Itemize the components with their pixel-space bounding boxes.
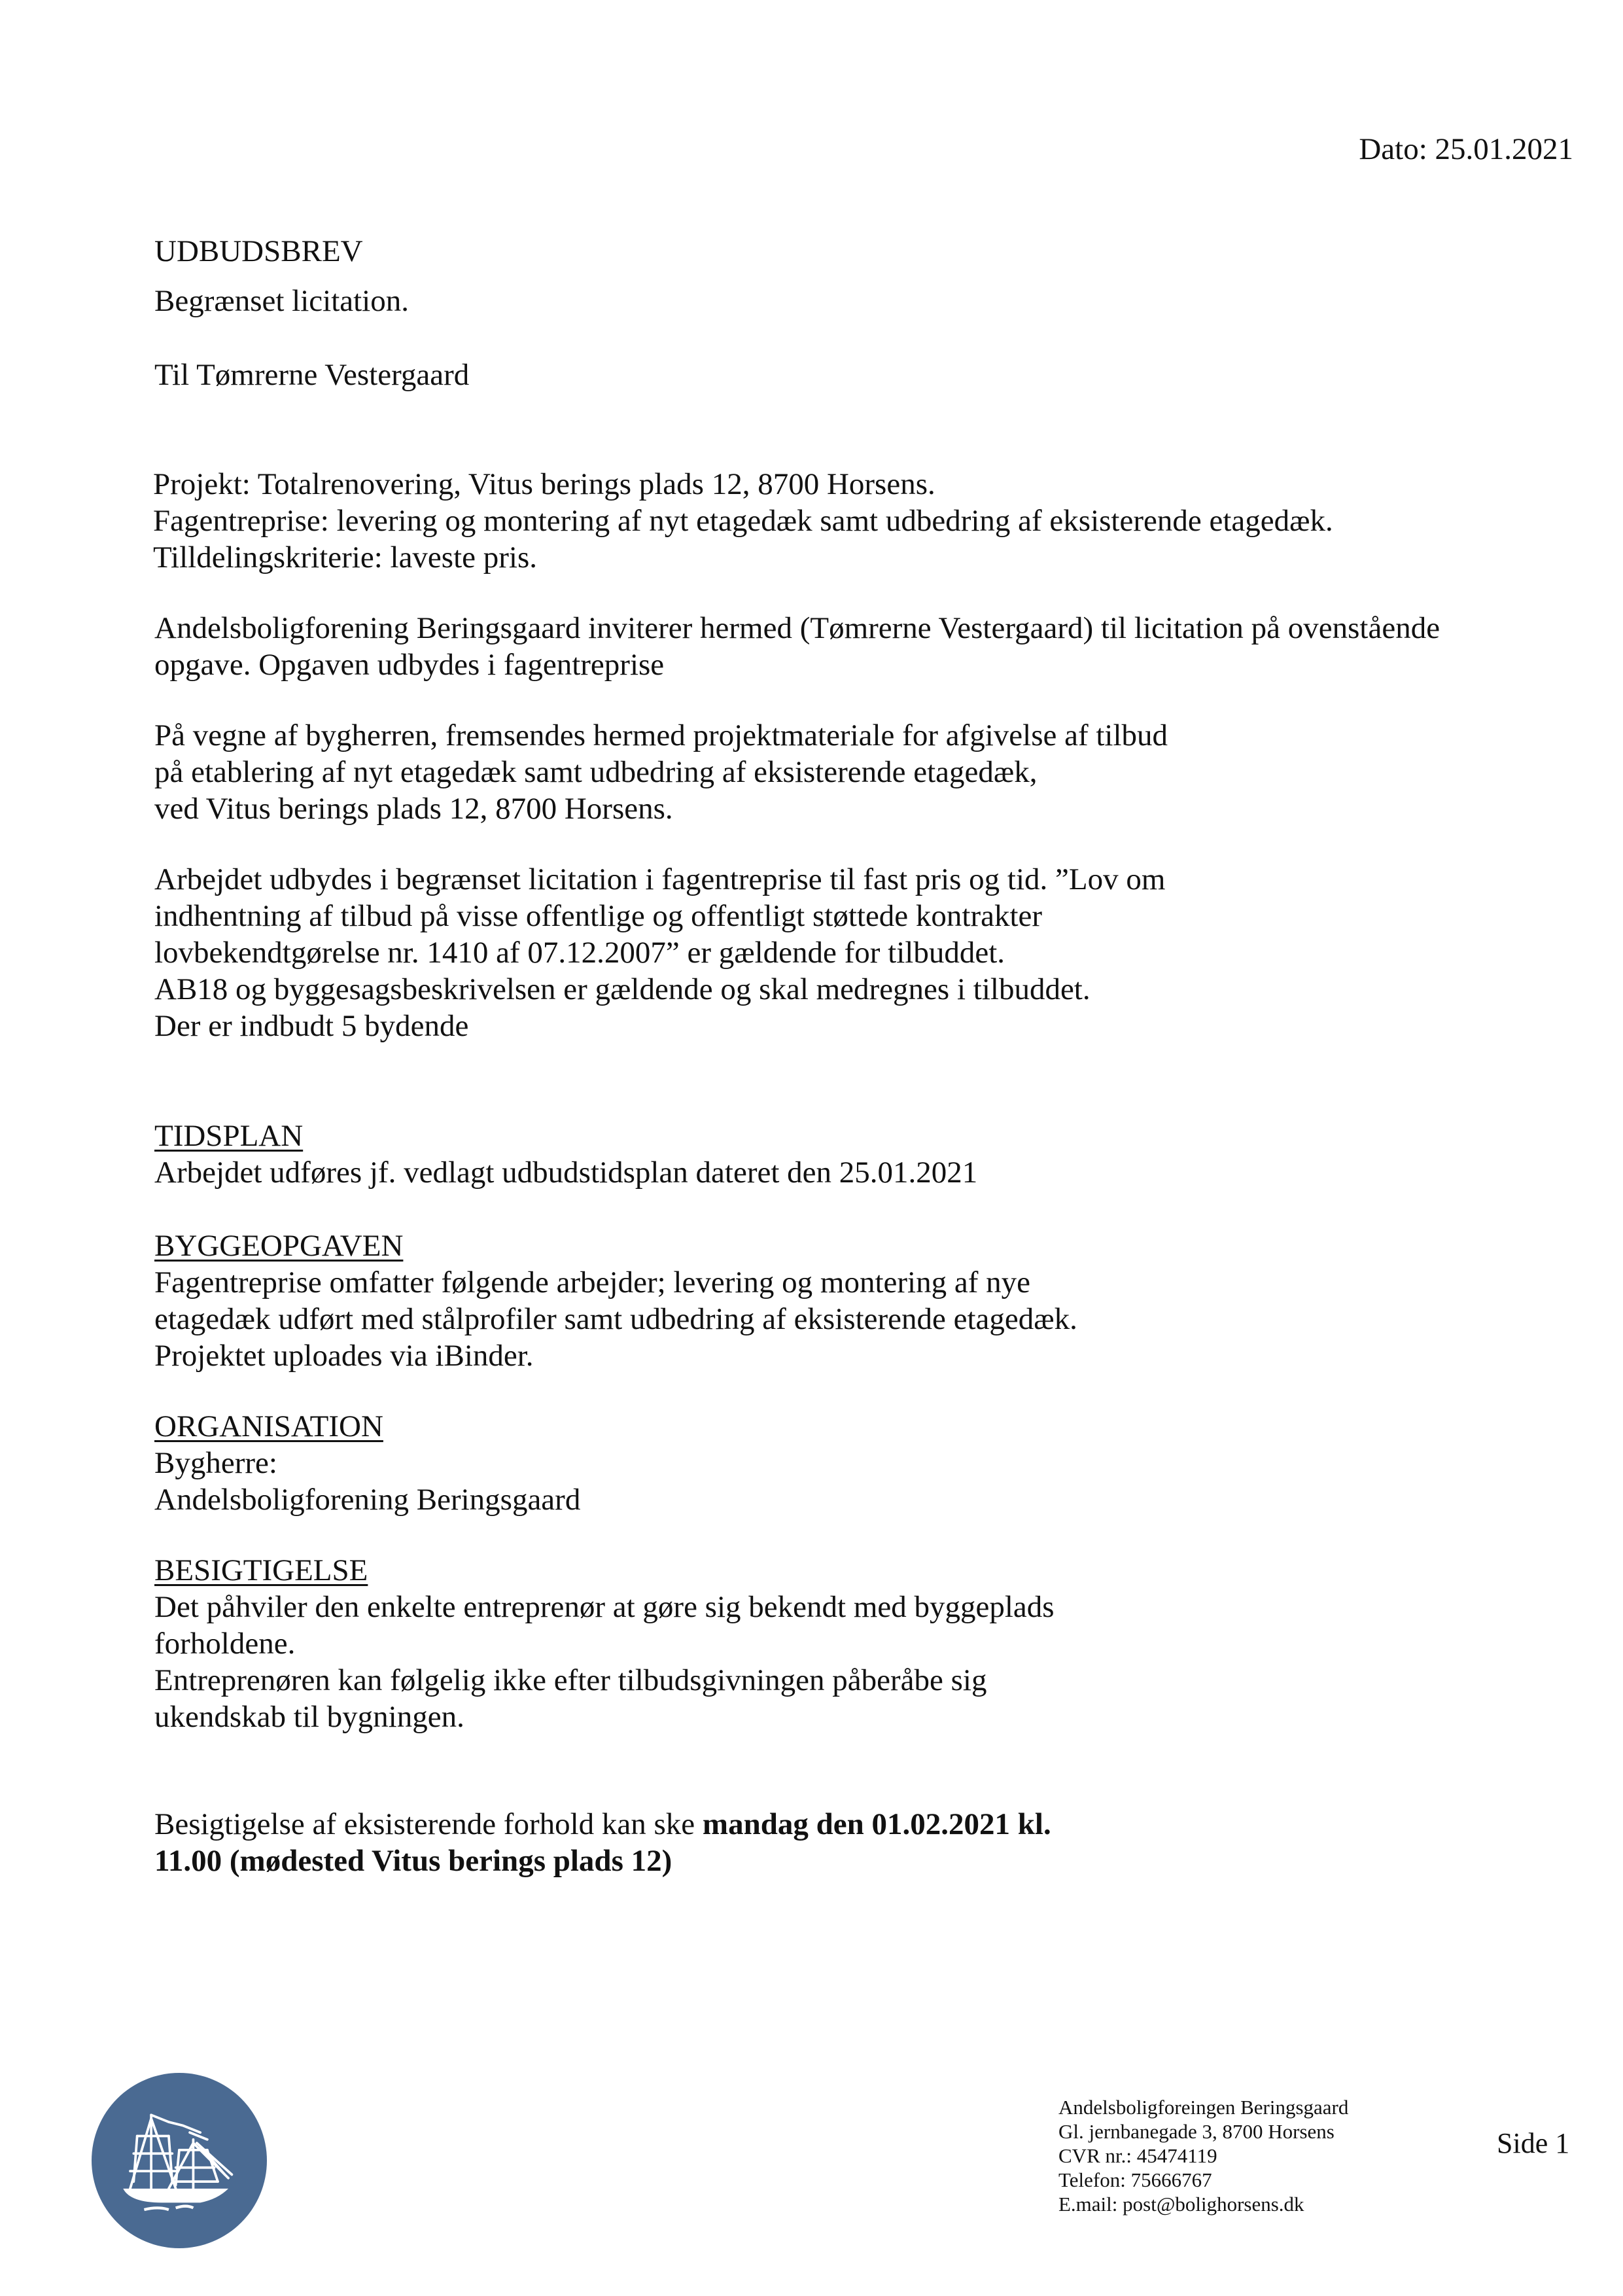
visit-line — [154, 1806, 1051, 1843]
ship-icon — [92, 2073, 267, 2248]
section-heading-organisation: ORGANISATION — [154, 1409, 383, 1443]
section-heading-besigtigelse: BESIGTIGELSE — [154, 1553, 368, 1587]
visit-time-place: 11.00 (mødested Vitus berings plads 12) — [154, 1844, 672, 1878]
material-line: på etablering af nyt etagedæk samt udbedring af eksisterende etagedæk, — [154, 755, 1038, 789]
footer-phone: Telefon: 75666767 — [1058, 2168, 1212, 2191]
organisation-line: Bygherre: — [154, 1446, 277, 1480]
material-line: På vegne af bygherren, fremsendes hermed projektmateriale for afgivelse af tilbud — [154, 718, 1168, 752]
terms-line: Arbejdet udbydes i begrænset licitation i fagentreprise til fast pris og tid. ”Lov om — [154, 862, 1166, 896]
material-line: ved Vitus berings plads 12, 8700 Horsens. — [154, 792, 673, 826]
visit-date: mandag den 01.02.2021 kl. — [702, 1807, 1051, 1841]
byggeopgaven-line: Fagentreprise omfatter følgende arbejder; levering og montering af nye — [154, 1265, 1030, 1299]
terms-line: lovbekendtgørelse nr. 1410 af 07.12.2007” er gældende for tilbuddet. — [154, 936, 1005, 970]
footer-org-name: Andelsboligforeingen Beringsgaard — [1058, 2096, 1349, 2119]
ship-logo-icon — [92, 2073, 267, 2248]
organisation-line: Andelsboligforening Beringsgaard — [154, 1483, 581, 1517]
invitation-line: Andelsboligforening Beringsgaard inviterer hermed (Tømrerne Vestergaard) til licitation på ovenstående — [154, 611, 1440, 645]
section-heading-tidsplan: TIDSPLAN — [154, 1119, 304, 1153]
footer-email: E.mail: post@bolighorsens.dk — [1058, 2193, 1304, 2216]
letter-date: Dato: 25.01.2021 — [1359, 132, 1573, 166]
section-heading-byggeopgaven: BYGGEOPGAVEN — [154, 1229, 404, 1263]
project-line: Fagentreprise: levering og montering af nyt etagedæk samt udbedring af eksisterende etagedæk. — [153, 504, 1333, 538]
footer-address — [1058, 2095, 1348, 2216]
besigtigelse-line: Det påhviler den enkelte entreprenør at gøre sig bekendt med byggeplads — [154, 1590, 1055, 1624]
tidsplan-line: Arbejdet udføres jf. vedlagt udbudstidsplan dateret den 25.01.2021 — [154, 1156, 978, 1190]
project-line: Tilldelingskriterie: laveste pris. — [153, 540, 537, 574]
invitation-line: opgave. Opgaven udbydes i fagentreprise — [154, 648, 665, 682]
terms-line: Der er indbudt 5 bydende — [154, 1009, 469, 1043]
besigtigelse-line: ukendskab til bygningen. — [154, 1700, 464, 1734]
terms-line: AB18 og byggesagsbeskrivelsen er gældende og skal medregnes i tilbuddet. — [154, 972, 1091, 1006]
byggeopgaven-line: etagedæk udført med stålprofiler samt udbedring af eksisterende etagedæk. — [154, 1302, 1077, 1336]
terms-line: indhentning af tilbud på visse offentlige og offentligt støttede kontrakter — [154, 899, 1043, 933]
footer-cvr: CVR nr.: 45474119 — [1058, 2144, 1217, 2167]
visit-text: Besigtigelse af eksisterende forhold kan ske — [154, 1807, 703, 1841]
page-number: Side 1 — [1497, 2127, 1570, 2159]
recipient: Til Tømrerne Vestergaard — [154, 358, 470, 392]
letter-subtitle: Begrænset licitation. — [154, 284, 409, 318]
byggeopgaven-line: Projektet uploades via iBinder. — [154, 1339, 534, 1373]
letter-title: UDBUDSBREV — [154, 234, 363, 268]
besigtigelse-line: forholdene. — [154, 1627, 296, 1661]
footer-street: Gl. jernbanegade 3, 8700 Horsens — [1058, 2120, 1335, 2143]
besigtigelse-line: Entreprenøren kan følgelig ikke efter tilbudsgivningen påberåbe sig — [154, 1663, 987, 1697]
project-line: Projekt: Totalrenovering, Vitus berings plads 12, 8700 Horsens. — [153, 467, 935, 501]
